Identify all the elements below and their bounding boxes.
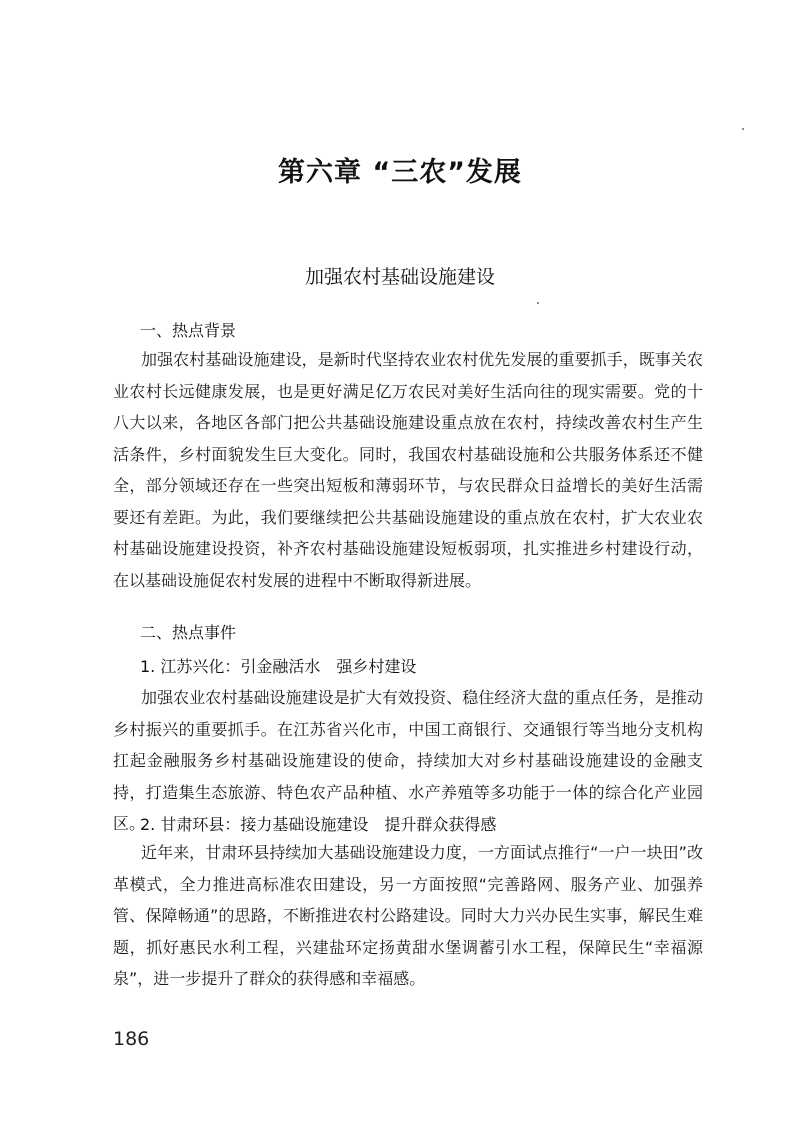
event-1-title: 1. 江苏兴化：引金融活水 强乡村建设 (140, 657, 417, 676)
heading-background: 一、热点背景 (140, 321, 237, 340)
scan-speck (537, 302, 539, 304)
paragraph-background (113, 344, 703, 596)
scan-speck (742, 128, 744, 130)
page-number: 186 (113, 1028, 150, 1050)
event-2-paragraph (113, 837, 703, 995)
chapter-title: 第六章 “三农”发展 (278, 157, 522, 188)
event-1-paragraph-text: 加强农业农村基础设施建设是扩大有效投资、稳住经济大盘的重点任务，是推动乡村振兴的重要抓手。在江苏省兴化市，中国工商银行、交通银行等当地分支机构扛起金融服务乡村基础设施建设的使命，持续加大对乡村基础设施建设的金融支持，打造集生态旅游、特色农产品种植、水产养殖等多功能于一体的综合化产业园区。 (113, 688, 703, 833)
paragraph-background-text: 加强农村基础设施建设，是新时代坚持农业农村优先发展的重要抓手，既事关农业农村长远健康发展，也是更好满足亿万农民对美好生活向往的现实需要。党的十八大以来，各地区各部门把公共基础设施建设重点放在农村，持续改善农村生产生活条件，乡村面貌发生巨大变化。同时，我国农村基础设施和公共服务体系还不健全，部分领域还存在一些突出短板和薄弱环节，与农民群众日益增长的美好生活需要还有差距。为此，我们要继续把公共基础设施建设的重点放在农村，扩大农业农村基础设施建设投资，补齐农村基础设施建设短板弱项，扎实推进乡村建设行动，在以基础设施促农村发展的进程中不断取得新进展。 (113, 350, 703, 590)
section-title: 加强农村基础设施建设 (304, 266, 495, 288)
heading-events: 二、热点事件 (140, 623, 237, 642)
event-2-paragraph-text: 近年来，甘肃环县持续加大基础设施建设力度，一方面试点推行“一户一块田”改革模式，全力推进高标准农田建设，另一方面按照“完善路网、服务产业、加强养管、保障畅通”的思路，不断推进农村公路建设。同时大力兴办民生实事，解民生难题，抓好惠民水利工程，兴建盐环定扬黄甜水堡调蓄引水工程，保障民生“幸福源泉”，进一步提升了群众的获得感和幸福感。 (113, 843, 703, 988)
event-2-title: 2. 甘肃环县：接力基础设施建设 提升群众获得感 (140, 815, 497, 834)
